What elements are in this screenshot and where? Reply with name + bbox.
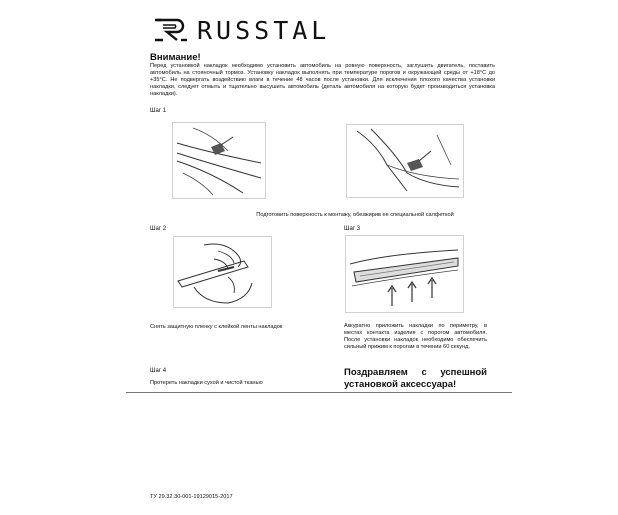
step-3-illustration [345, 235, 464, 313]
step-1-illustration-left [172, 122, 266, 199]
step-2-caption: Снять защитную пленку с клейкой ленты накладок [150, 324, 283, 330]
step-1-label: Шаг 1 [150, 108, 167, 114]
step-1-caption: Подготовить поверхность к монтажу, обезжирив ее специальной салфеткой [256, 212, 454, 218]
step-3-caption: Аккуратно приложить накладки по периметру, в местах контакта изделия с порогом автомобиля. После установки накладок необходимо обеспечить сильный прижим к порогам в течении 60 секунд. [344, 323, 487, 350]
step-1-illustration-right [346, 124, 464, 198]
attention-text: Перед установкой накладок необходимо установить автомобиль на ровную поверхность, заглушить двигатель, поставить автомобиль на стояночный тормоз. Установку накладок выполнять при температуре порогов и окружающей среды от +18°С до +35°С. Не подвергать воздействию влаги в течение 48 часов после установки. Для исключения плохого качества установки накладки, следует отмыть и тщательно высушить автомобиль (деталь автомобиля на которую будет производиться установка накладки). [150, 63, 495, 97]
brand-name: RUSSTAL [197, 16, 331, 45]
divider-line [126, 392, 512, 393]
step-3-label: Шаг 3 [344, 226, 361, 232]
attention-title: Внимание! [150, 52, 201, 63]
step-2-illustration [173, 236, 272, 308]
congratulations-message: Поздравляем с успешной установкой аксессуара! [344, 367, 487, 390]
russtal-logo-icon [153, 16, 187, 44]
step-2-label: Шаг 2 [150, 226, 167, 232]
brand-logo [153, 14, 331, 48]
footer-spec-code: ТУ 29.32.30-001-19129015-2017 [150, 494, 233, 500]
step-4-caption: Протереть накладки сухой и чистой тканью [150, 380, 263, 386]
step-4-label: Шаг 4 [150, 368, 167, 374]
